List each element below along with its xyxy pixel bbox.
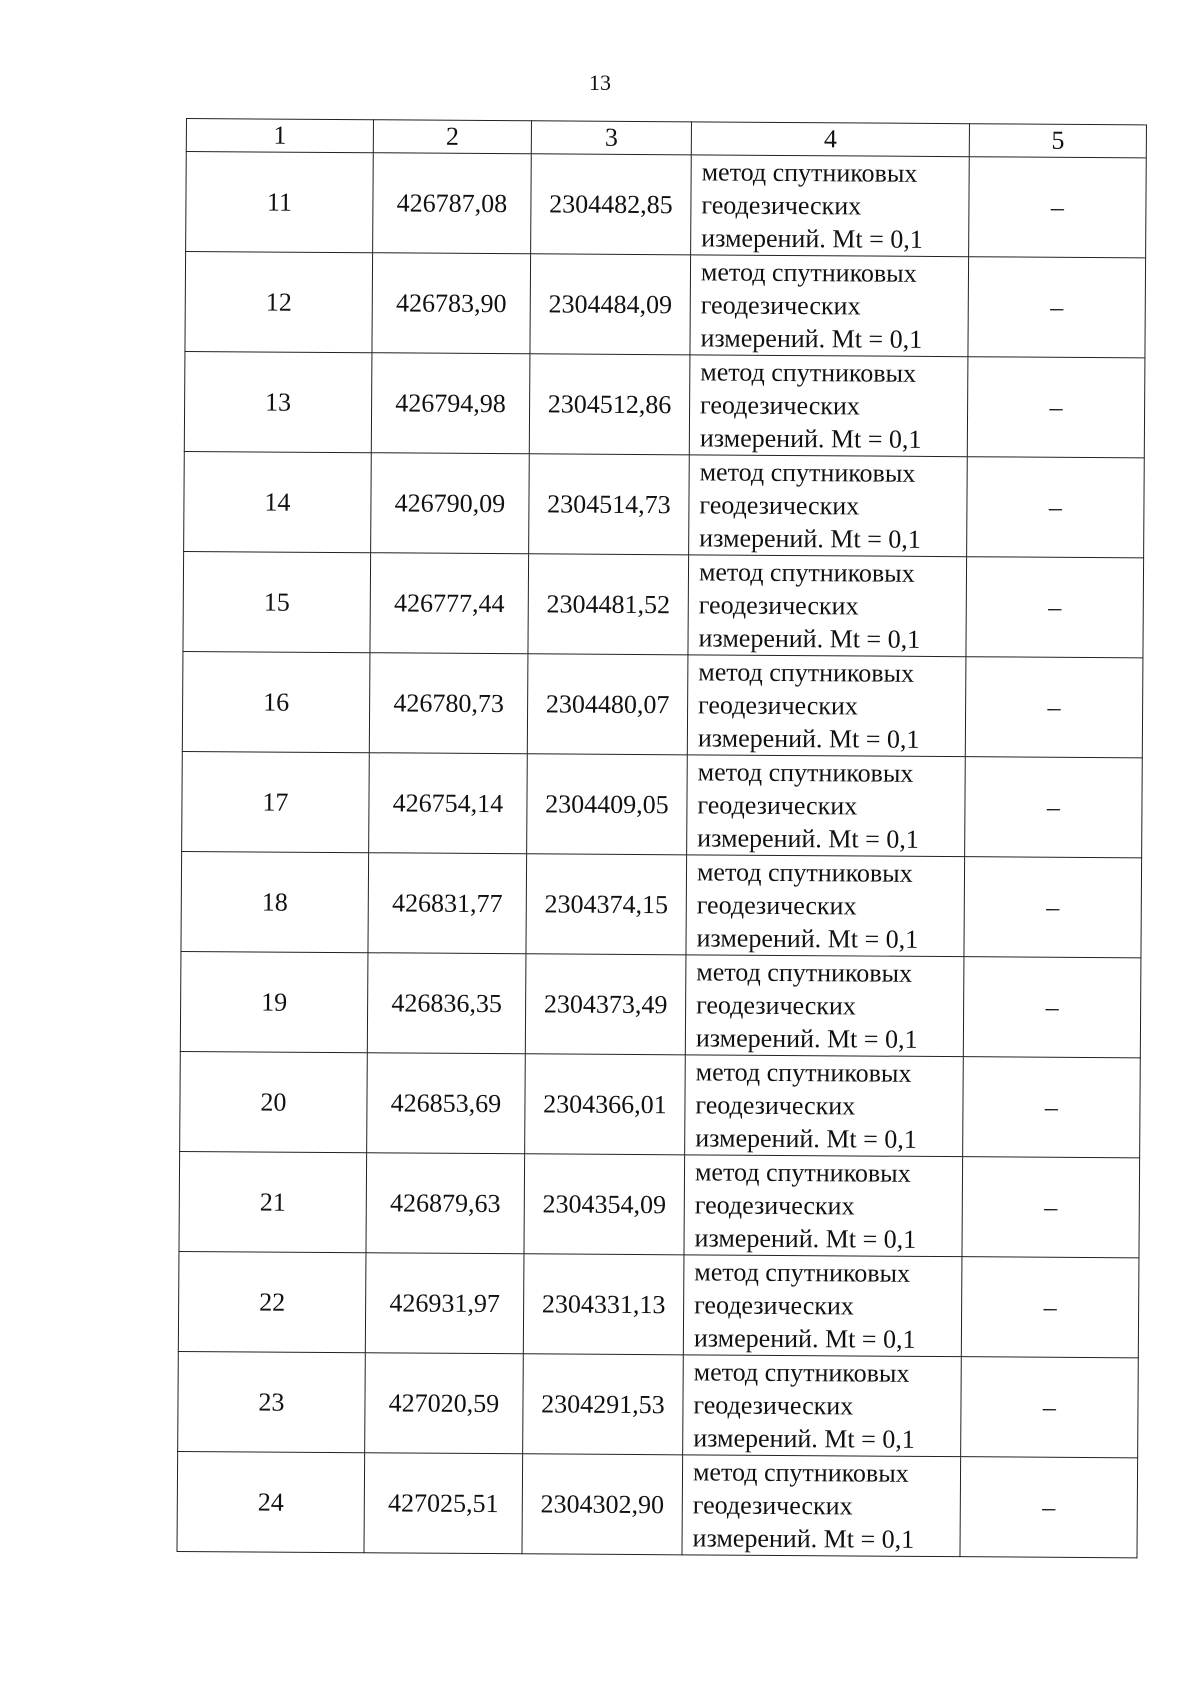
- method-line: геодезических: [701, 190, 862, 221]
- point-number-cell: 18: [181, 851, 369, 952]
- x-coordinate-cell: 426836,35: [367, 953, 526, 1054]
- method-line: геодезических: [692, 1490, 853, 1521]
- point-number-cell: 20: [180, 1051, 368, 1152]
- x-coordinate-cell: 426783,90: [372, 253, 531, 354]
- method-line: метод спутниковых: [700, 357, 917, 388]
- y-coordinate-cell: 2304480,07: [527, 654, 688, 755]
- table-row: [184, 351, 1145, 457]
- point-number-cell: 19: [180, 951, 368, 1052]
- method-line: измерений. Mt = 0,1: [695, 1123, 917, 1154]
- method-line: метод спутниковых: [699, 457, 916, 488]
- point-number-cell: 24: [177, 1451, 365, 1552]
- method-line: метод спутниковых: [701, 157, 918, 188]
- point-number-cell: 15: [183, 551, 371, 652]
- method-line: метод спутниковых: [693, 1357, 910, 1388]
- table-row: [178, 1251, 1139, 1357]
- method-line: измерений. Mt = 0,1: [695, 1023, 918, 1054]
- table-row: [182, 651, 1143, 757]
- x-coordinate-cell: 426794,98: [371, 353, 530, 454]
- column-header-5: 5: [969, 124, 1146, 158]
- method-line: геодезических: [698, 590, 859, 621]
- table-row: [185, 252, 1146, 358]
- method-cell: [685, 1055, 964, 1157]
- y-coordinate-cell: 2304354,09: [524, 1154, 685, 1255]
- table-row: [183, 551, 1144, 657]
- table-row: [184, 451, 1145, 557]
- y-coordinate-cell: 2304512,86: [529, 354, 690, 455]
- note-cell: –: [965, 657, 1143, 758]
- y-coordinate-cell: 2304484,09: [530, 254, 691, 355]
- method-line: геодезических: [694, 1190, 855, 1221]
- method-cell: [687, 755, 966, 857]
- method-line: геодезических: [696, 890, 857, 921]
- x-coordinate-cell: 427020,59: [365, 1353, 524, 1454]
- note-cell: –: [967, 357, 1145, 458]
- method-line: измерений. Mt = 0,1: [698, 623, 921, 654]
- method-line: метод спутниковых: [694, 1257, 911, 1288]
- method-cell: [683, 1355, 962, 1457]
- y-coordinate-cell: 2304409,05: [527, 754, 688, 855]
- method-line: геодезических: [696, 990, 856, 1021]
- note-cell: –: [968, 257, 1146, 358]
- method-line: метод спутниковых: [692, 1457, 909, 1488]
- method-cell: [688, 555, 967, 657]
- method-line: геодезических: [699, 490, 860, 521]
- y-coordinate-cell: 2304482,85: [531, 154, 692, 255]
- note-cell: –: [965, 757, 1143, 858]
- table-row: [177, 1451, 1138, 1557]
- y-coordinate-cell: 2304291,53: [523, 1354, 684, 1455]
- method-line: измерений. Mt = 0,1: [694, 1223, 917, 1254]
- method-line: измерений. Mt = 0,1: [697, 723, 920, 754]
- method-line: геодезических: [695, 1090, 856, 1121]
- method-line: измерений. Mt = 0,1: [701, 223, 923, 254]
- note-cell: –: [960, 1457, 1138, 1558]
- y-coordinate-cell: 2304373,49: [525, 954, 686, 1055]
- method-line: метод спутниковых: [700, 257, 917, 288]
- method-line: измерений. Mt = 0,1: [700, 323, 923, 354]
- method-line: геодезических: [700, 290, 861, 321]
- x-coordinate-cell: 426831,77: [368, 853, 527, 954]
- method-line: геодезических: [698, 690, 858, 721]
- y-coordinate-cell: 2304514,73: [529, 454, 690, 555]
- column-header-3: 3: [531, 121, 691, 155]
- method-cell: [691, 155, 970, 257]
- method-line: геодезических: [693, 1390, 854, 1421]
- method-cell: [690, 255, 969, 357]
- point-number-cell: 17: [182, 751, 370, 852]
- x-coordinate-cell: 426931,97: [365, 1253, 524, 1354]
- x-coordinate-cell: 426787,08: [373, 153, 532, 254]
- method-line: метод спутниковых: [694, 1157, 911, 1188]
- method-cell: [685, 955, 964, 1057]
- point-number-cell: 22: [178, 1251, 366, 1352]
- method-line: геодезических: [694, 1290, 854, 1321]
- method-line: измерений. Mt = 0,1: [693, 1323, 916, 1354]
- method-cell: [687, 655, 966, 757]
- method-line: метод спутниковых: [695, 1057, 912, 1088]
- point-number-cell: 13: [184, 351, 372, 452]
- point-number-cell: 23: [178, 1351, 366, 1452]
- x-coordinate-cell: 426879,63: [366, 1153, 525, 1254]
- x-coordinate-cell: 426790,09: [371, 453, 530, 554]
- method-cell: [689, 355, 968, 457]
- point-number-cell: 11: [186, 152, 374, 253]
- method-cell: [682, 1455, 961, 1557]
- point-number-cell: 12: [185, 252, 373, 353]
- method-line: измерений. Mt = 0,1: [692, 1523, 915, 1554]
- method-line: измерений. Mt = 0,1: [699, 423, 922, 454]
- method-line: метод спутниковых: [696, 957, 913, 988]
- method-line: измерений. Mt = 0,1: [696, 923, 919, 954]
- note-cell: –: [967, 457, 1145, 558]
- table-row: [182, 751, 1143, 857]
- note-cell: –: [963, 1057, 1141, 1158]
- method-cell: [683, 1255, 962, 1357]
- table-row: [181, 851, 1142, 957]
- column-header-2: 2: [373, 120, 531, 154]
- x-coordinate-cell: 427025,51: [364, 1453, 523, 1554]
- coordinates-table: [176, 118, 1146, 1558]
- y-coordinate-cell: 2304374,15: [526, 854, 687, 955]
- note-cell: –: [969, 157, 1147, 258]
- note-cell: –: [966, 557, 1144, 658]
- point-number-cell: 16: [182, 651, 370, 752]
- y-coordinate-cell: 2304302,90: [522, 1454, 683, 1555]
- method-line: измерений. Mt = 0,1: [693, 1423, 915, 1454]
- note-cell: –: [962, 1157, 1140, 1258]
- method-line: метод спутниковых: [698, 657, 915, 688]
- method-line: геодезических: [697, 790, 858, 821]
- note-cell: –: [961, 1357, 1139, 1458]
- method-line: геодезических: [700, 390, 860, 421]
- x-coordinate-cell: 426780,73: [369, 653, 528, 754]
- y-coordinate-cell: 2304481,52: [528, 554, 689, 655]
- method-line: измерений. Mt = 0,1: [697, 823, 919, 854]
- note-cell: –: [964, 857, 1142, 958]
- method-line: метод спутниковых: [696, 857, 913, 888]
- y-coordinate-cell: 2304331,13: [523, 1254, 684, 1355]
- column-header-1: 1: [186, 119, 373, 153]
- page-number: 13: [589, 70, 611, 95]
- method-line: метод спутниковых: [697, 757, 914, 788]
- point-number-cell: 14: [184, 451, 372, 552]
- x-coordinate-cell: 426853,69: [367, 1053, 526, 1154]
- table-row: [180, 1051, 1141, 1157]
- note-cell: –: [961, 1257, 1139, 1358]
- point-number-cell: 21: [179, 1151, 367, 1252]
- table-body: [177, 152, 1146, 1558]
- method-cell: [689, 455, 968, 557]
- table-row: [180, 951, 1141, 1057]
- table-row: [179, 1151, 1140, 1257]
- method-line: измерений. Mt = 0,1: [699, 523, 921, 554]
- method-cell: [686, 855, 965, 957]
- table-row: [186, 152, 1147, 258]
- y-coordinate-cell: 2304366,01: [525, 1054, 686, 1155]
- note-cell: –: [963, 957, 1141, 1058]
- x-coordinate-cell: 426754,14: [369, 753, 528, 854]
- method-cell: [684, 1155, 963, 1257]
- method-line: метод спутниковых: [698, 557, 915, 588]
- table-row: [178, 1351, 1139, 1457]
- x-coordinate-cell: 426777,44: [370, 553, 529, 654]
- column-header-4: 4: [691, 122, 969, 157]
